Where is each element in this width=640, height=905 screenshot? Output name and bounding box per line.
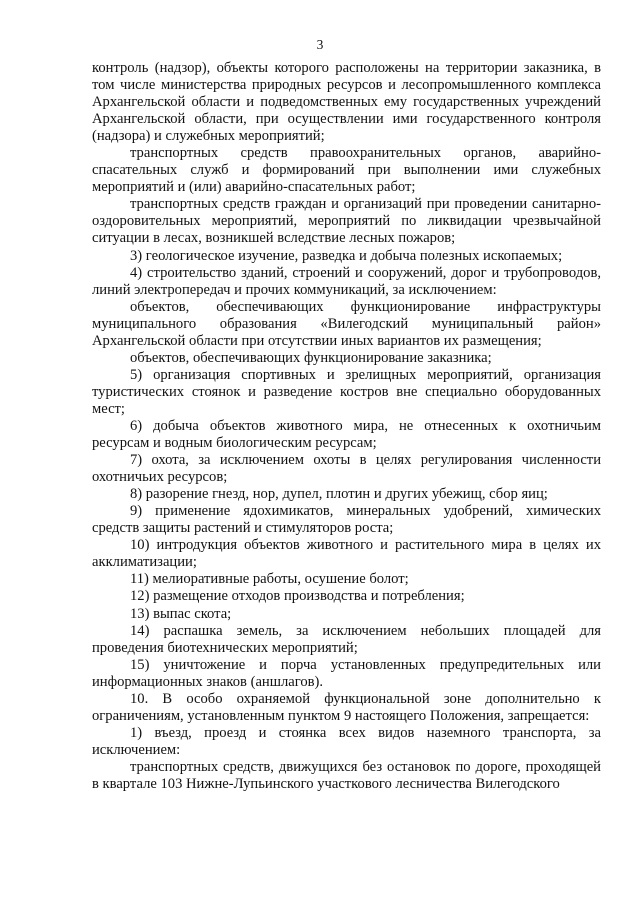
document-body <box>92 60 601 793</box>
section-paragraph: 10. В особо охраняемой функциональной зоне дополнительно к ограничениям, установленным пунктом 9 настоящего Положения, запрещается: <box>92 690 601 724</box>
list-item: 13) выпас скота; <box>130 605 232 622</box>
list-item: 7) охота, за исключением охоты в целях регулирования численности охотничьих ресурсов; <box>92 452 601 486</box>
list-item: 6) добыча объектов животного мира, не отнесенных к охотничьим ресурсам и водным биологическим ресурсам; <box>92 417 601 452</box>
list-item: 14) распашка земель, за исключением небольших площадей для проведения биотехнических мероприятий; <box>92 622 601 656</box>
list-item: 9) применение ядохимикатов, минеральных удобрений, химических средств защиты растений и стимуляторов роста; <box>92 503 601 537</box>
list-item: 1) въезд, проезд и стоянка всех видов наземного транспорта, за исключением: <box>92 724 601 758</box>
paragraph: транспортных средств граждан и организаций при проведении санитарно-оздоровительных мероприятий, мероприятий по ликвидации чрезвычайной ситуации в лесах, возникшей вследствие лесных пожаров; <box>92 196 601 247</box>
list-item: 4) строительство зданий, строений и сооружений, дорог и трубопроводов, линий электропередач и прочих коммуникаций, за исключением: <box>92 264 601 298</box>
list-item: 12) размещение отходов производства и потребления; <box>130 588 465 605</box>
page-number: 3 <box>316 37 324 52</box>
paragraph: объектов, обеспечивающих функционирование инфраструктуры муниципального образования «Вилегодский муниципальный район» Архангельской области при отсутствии иных вариантов их размещения; <box>92 298 601 349</box>
list-item: 11) мелиоративные работы, осушение болот; <box>130 571 409 588</box>
paragraph: транспортных средств правоохранительных органов, аварийно-спасательных служб и формирований при выполнении ими служебных мероприятий и (или) аварийно-спасательных работ; <box>92 145 601 196</box>
list-item: 10) интродукция объектов животного и растительного мира в целях их акклиматизации; <box>92 537 601 571</box>
paragraph: объектов, обеспечивающих функционирование заказника; <box>130 349 492 366</box>
list-item: 15) уничтожение и порча установленных предупредительных или информационных знаков (аншлагов). <box>92 656 601 690</box>
paragraph: транспортных средств, движущихся без остановок по дороге, проходящей в квартале 103 Нижне-Лупьинского участкового лесничества Вилегодского <box>92 758 601 792</box>
list-item: 5) организация спортивных и зрелищных мероприятий, организация туристических стоянок и разведение костров вне специально оборудованных мест; <box>92 366 601 417</box>
list-item: 3) геологическое изучение, разведка и добыча полезных ископаемых; <box>130 247 563 264</box>
paragraph: контроль (надзор), объекты которого расположены на территории заказника, в том числе министерства природных ресурсов и лесопромышленного комплекса Архангельской области и подведомственных ему государственных учреждений Архангельской области, при осуществлении ими государственного контроля (надзора) и служебных мероприятий; <box>92 60 601 145</box>
list-item: 8) разорение гнезд, нор, дупел, плотин и других убежищ, сбор яиц; <box>130 486 548 503</box>
